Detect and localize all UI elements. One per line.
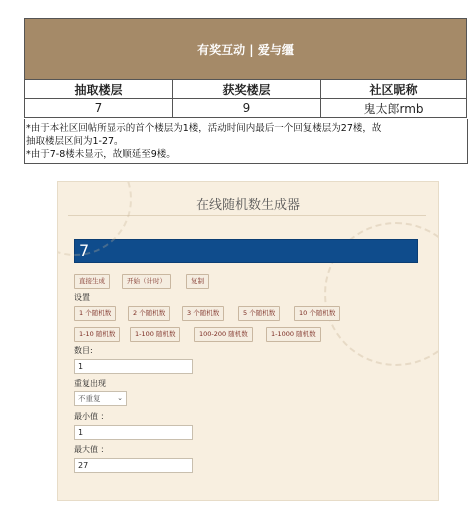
range-100-200-button[interactable]: 100-200 随机数 [194,327,253,342]
note-line: 抽取楼层区间为1-27。 [26,136,124,147]
cell-draw-floor: 7 [25,99,173,118]
cell-nickname: 鬼太郎rmb [321,99,467,118]
generator-title: 在线随机数生成器 [195,198,300,213]
repeat-select[interactable] [74,391,127,406]
range-1-1000-button[interactable]: 1-1000 随机数 [266,327,321,342]
generate-button[interactable]: 直接生成 [74,274,110,289]
settings-label: 设置 [74,293,90,302]
header-winning-floor: 获奖楼层 [173,80,321,99]
count-input[interactable]: 1 [74,359,193,374]
min-input[interactable]: 1 [74,425,193,440]
preset-3-numbers-button[interactable]: 3 个随机数 [182,306,224,321]
repeat-select-value: 不重复 [78,394,101,403]
min-label: 最小值 ： [74,412,109,421]
range-1-100-button[interactable]: 1-100 随机数 [130,327,180,342]
result-display: 7 [74,239,418,263]
header-nickname: 社区昵称 [321,80,467,99]
max-label: 最大值 ： [74,445,109,454]
preset-10-numbers-button[interactable]: 10 个随机数 [294,306,340,321]
max-input[interactable]: 27 [74,458,193,473]
preset-2-numbers-button[interactable]: 2 个随机数 [128,306,170,321]
preset-5-numbers-button[interactable]: 5 个随机数 [238,306,280,321]
count-label: 数目: [74,346,93,355]
chevron-down-icon: ⌄ [117,394,123,402]
start-timer-button[interactable]: 开始（计时） [122,274,171,289]
header-draw-floor: 抽取楼层 [25,80,173,99]
generator-panel [57,181,439,501]
preset-1-number-button[interactable]: 1 个随机数 [74,306,116,321]
range-1-10-button[interactable]: 1-10 随机数 [74,327,120,342]
copy-button[interactable]: 复制 [186,274,209,289]
table-title: 有奖互动 | 爱与缰 [25,19,467,80]
note-line: *由于本社区回帖所显示的首个楼层为1楼，活动时间内最后一个回复楼层为27楼，故 [26,123,382,134]
notes [24,119,468,164]
repeat-label: 重复出现 [74,379,106,388]
cell-winning-floor: 9 [173,99,321,118]
note-line: *由于7-8楼未显示，故顺延至9楼。 [26,149,176,160]
divider [68,215,426,216]
result-table [24,18,467,118]
